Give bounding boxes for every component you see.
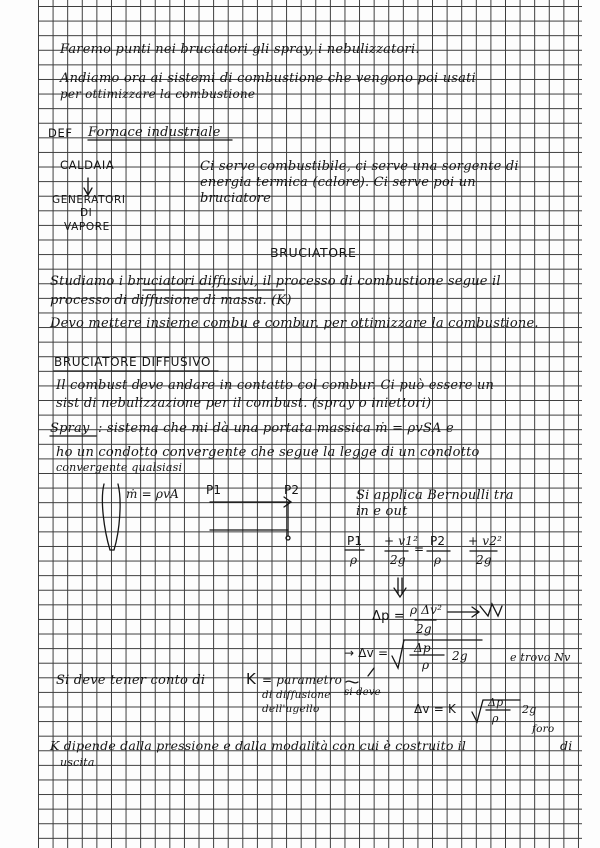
dv-note: e trovo Nv [510, 651, 571, 664]
studiamo-line-1: Studiamo i bruciatori diffusivi, il processo di combustione segue il [50, 274, 501, 289]
caldaia-text-2: energia termica (calore). Ci serve poi un [200, 175, 476, 190]
caldaia-text-3: bruciatore [200, 191, 272, 206]
vapore-label: VAPORE [64, 221, 110, 233]
final-tail: 2g [522, 703, 537, 716]
dv-numerator: Δp [414, 641, 431, 655]
fig-p2-label: P2 [284, 483, 300, 497]
final-denominator: ρ [492, 712, 499, 725]
k-symbol: K [246, 670, 257, 688]
di-label: DI [80, 207, 93, 219]
spray-line-3: convergente qualsiasi [56, 461, 183, 474]
fig-mdot-label: ṁ = ρvA [126, 487, 179, 501]
dp-lhs: Δp = [372, 609, 405, 624]
caldaia-label: CALDAIA [60, 158, 115, 172]
spray-line-1: : sistema che mi dà una portata massica ṁ = ρvSA e [98, 421, 454, 436]
generatori-label: GENERATORI [52, 194, 126, 206]
last-line-2: uscita [60, 756, 95, 769]
last-di: di [560, 738, 573, 753]
eq-rho1: ρ [350, 553, 358, 567]
dv-tail: 2g [452, 649, 468, 663]
final-numerator: Δp [488, 696, 504, 709]
dp-numerator: ρ Δv² [410, 603, 443, 617]
eq-2g-1: 2g [390, 553, 406, 567]
comb-line-2: sist di nebulizzazione per il combust. (spray o iniettori) [56, 396, 432, 411]
eq-2g-2: 2g [476, 553, 492, 567]
dp-denominator: 2g [416, 622, 432, 636]
k-line: Si deve tener conto di [56, 673, 206, 688]
final-lhs: Δv = K [414, 702, 457, 716]
spray-line-2: ho un condotto convergente che segue la legge di un condotto [56, 445, 480, 460]
last-foro: foro [532, 723, 555, 735]
k-def-2: di diffusione [262, 689, 331, 701]
comb-line-1: Il combust deve andare in contatto col combur. Ci può essere un [56, 378, 495, 393]
note-line-2: Andiamo ora ai sistemi di combustione che vengono poi usati [60, 71, 476, 86]
diffusivo-heading: BRUCIATORE DIFFUSIVO [54, 355, 212, 369]
devo-line: Devo mettere insieme combu e combur. per ottimizzare la combustione. [50, 316, 539, 331]
k-def-3: dell'ugello [262, 703, 320, 715]
studiamo-line-2: processo di diffusione di massa. (K) [50, 293, 292, 308]
note-line-3: per ottimizzare la combustione [60, 87, 256, 101]
k-struck-note: si deve [344, 687, 381, 698]
eq-v1: + v1² [384, 534, 419, 548]
dv-lhs: → Δv = [344, 646, 389, 660]
eq-p1: P1 [347, 534, 363, 548]
def-label: DEF [48, 126, 73, 140]
def-title: Fornace industriale [88, 125, 221, 140]
eq-p2: P2 [430, 534, 446, 548]
eq-rho2: ρ [434, 553, 442, 567]
last-line-1: K dipende dalla pressione e dalla modalità con cui è costruito il [50, 738, 467, 753]
bernoulli-line-1: Si applica Bernoulli tra [356, 488, 514, 503]
spray-label: Spray [50, 421, 90, 436]
dv-denominator: ρ [422, 658, 430, 672]
eq-v2: + v2² [468, 534, 503, 548]
eq-equals: = [414, 542, 425, 556]
note-line-1: Faremo punti nei bruciatori gli spray, i nebulizzatori. [60, 42, 420, 57]
caldaia-text-1: Ci serve combustibile, ci serve una sorgente di [200, 159, 519, 174]
k-def-1: = parametro [262, 673, 343, 687]
fig-p1-label: P1 [206, 483, 222, 497]
bernoulli-line-2: in e out [356, 504, 408, 519]
bruciatore-heading: BRUCIATORE [270, 245, 357, 260]
